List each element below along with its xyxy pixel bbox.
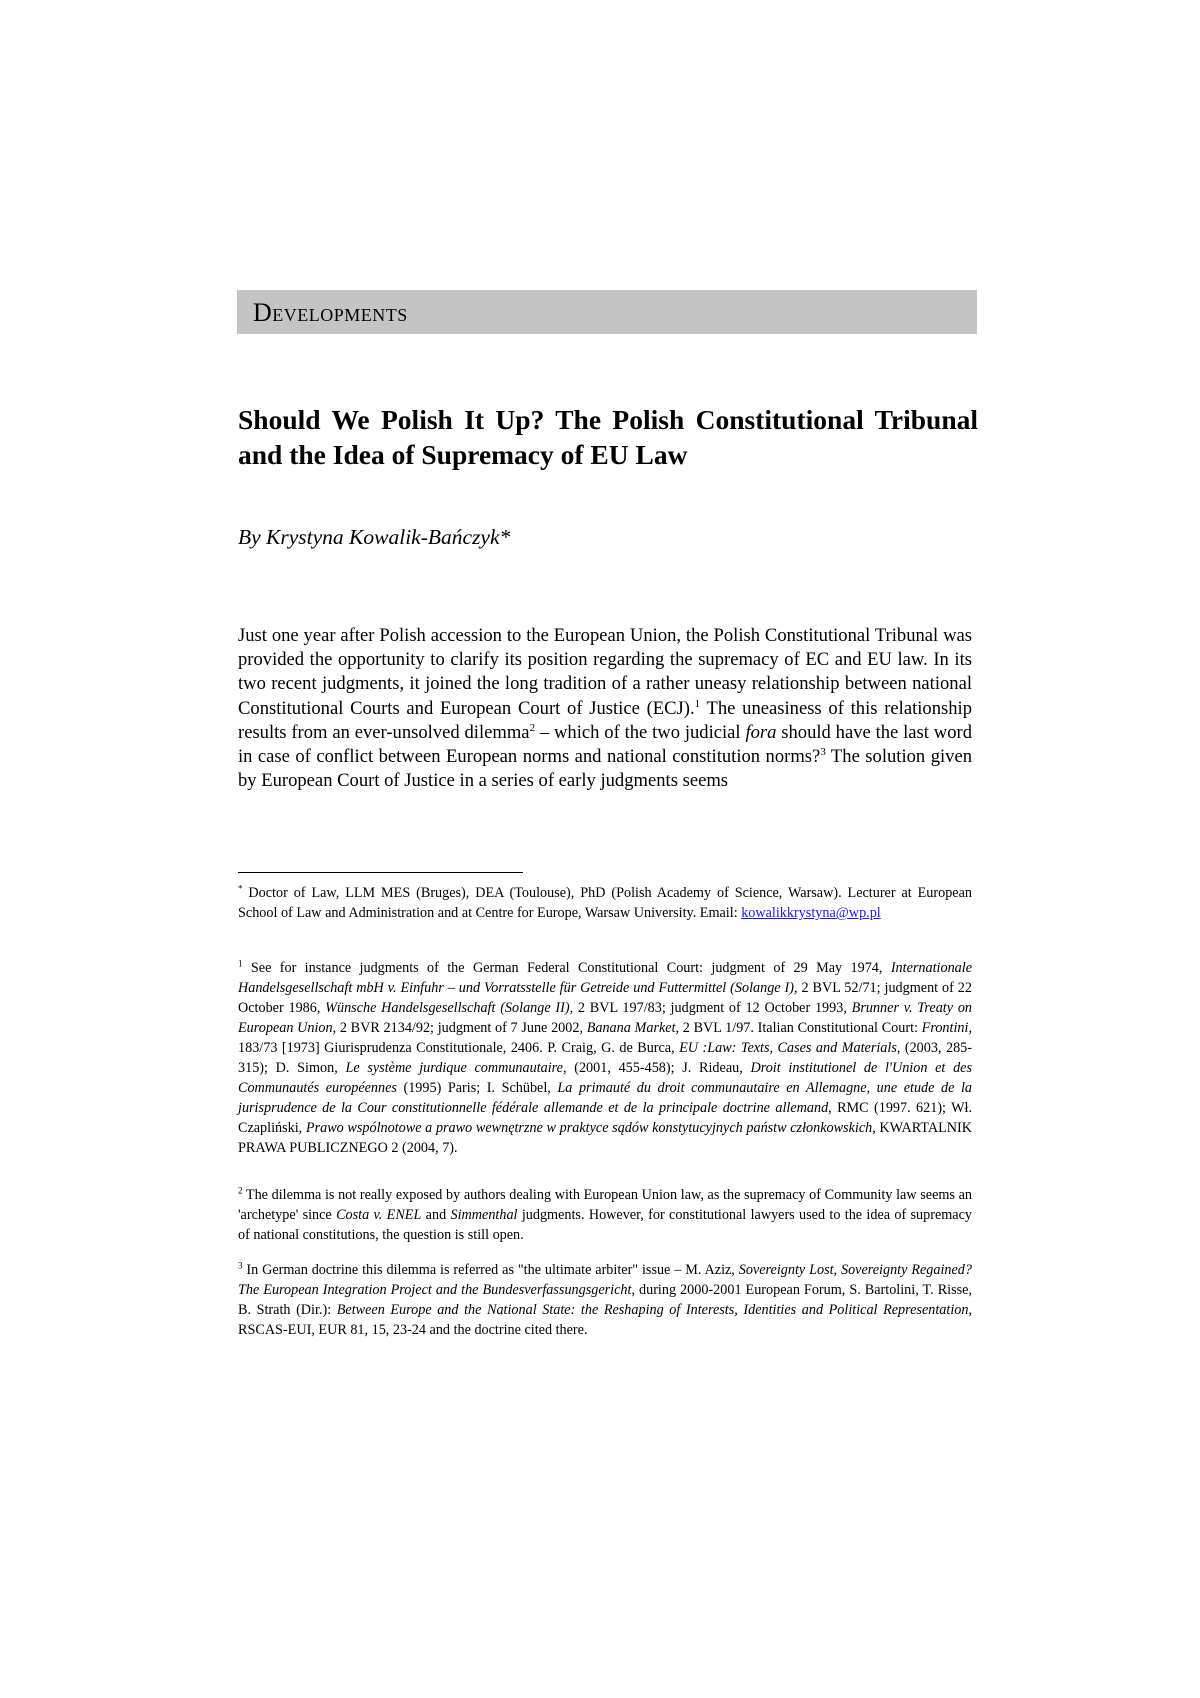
footnote-author <box>238 883 972 923</box>
footnote-1 <box>238 958 972 1158</box>
email-link[interactable]: kowalikkrystyna@wp.pl <box>741 905 881 921</box>
footnote-mark: 2 <box>238 1185 243 1196</box>
case-citation: Wünsche Handelsgesellschaft (Solange II) <box>325 1000 570 1016</box>
case-citation: Costa v. ENEL <box>336 1207 422 1223</box>
footnote-text: Doctor of Law, LLM MES (Bruges), DEA (Toulouse), PhD (Polish Academy of Science, Warsaw). Lecturer at European School of Law and Administration and at Centre for Europe, Warsaw University. Email: <box>238 885 972 921</box>
book-citation: La primauté du droit communautaire en Allemagne, une etude de la jurisprudence de la Cour constitutionnelle fédérale allemande et de la principale doctrine allemand <box>238 1080 972 1116</box>
footnote-text: The dilemma is not really exposed by authors dealing with European Union law, as the supremacy of Community law seems an 'archetype' since <box>238 1187 972 1223</box>
footnote-text: , RSCAS-EUI, EUR 81, 15, 23-24 and the doctrine cited there. <box>238 1302 972 1338</box>
footnote-ref-2[interactable]: 2 <box>529 721 536 734</box>
footnote-mark: 3 <box>238 1260 243 1271</box>
section-header-band <box>237 290 977 334</box>
footnote-text: , 2 BVL 1/97. Italian Constitutional Court: <box>675 1020 922 1036</box>
emphasis-fora: fora <box>745 721 777 743</box>
body-text-segment: should have the last word in case of conflict between European norms and national constitution norms? <box>238 721 972 768</box>
case-citation: Simmenthal <box>450 1207 518 1223</box>
body-text-segment: The solution given by European Court of Justice in a series of early judgments seems <box>238 746 972 792</box>
section-label: Developments <box>253 298 408 327</box>
footnote-text: , KWARTALNIK PRAWA PUBLICZNEGO 2 (2004, 7). <box>238 1120 973 1156</box>
case-citation: Banana Market <box>586 1020 676 1036</box>
case-citation: Frontini <box>921 1020 969 1036</box>
footnote-text: In German doctrine this dilemma is referred as "the ultimate arbiter" issue – M. Aziz, <box>242 1262 739 1278</box>
footnote-text: , (2001, 455-458); J. Rideau, <box>562 1060 751 1076</box>
footnote-2 <box>238 1185 972 1245</box>
footnote-text: judgments. However, for constitutional lawyers used to the idea of supremacy of national constitutions, the question is still open. <box>238 1207 972 1243</box>
body-text-segment: – which of the two judicial <box>535 721 746 743</box>
footnote-text: , 2 BVL 52/71; judgment of 22 October 1986, <box>238 980 972 1016</box>
author-byline: By Krystyna Kowalik-Bańczyk* <box>238 525 511 549</box>
footnote-ref-3[interactable]: 3 <box>820 745 826 758</box>
footnote-mark: * <box>238 883 243 894</box>
article-title: Should We Polish It Up? The Polish Constitutional Tribunal and the Idea of Supremacy of EU Law <box>238 404 978 470</box>
book-citation: Le système jurdique communautaire <box>345 1060 563 1076</box>
footnote-text: , RMC (1997. 621); Wł. Czapliński, <box>238 1100 972 1136</box>
book-citation: EU :Law: Texts, Cases and Materials <box>679 1040 897 1056</box>
body-text-segment: Just one year after Polish accession to the European Union, the Polish Constitutional Tribunal was provided the opportunity to clarify its position regarding the supremacy of EC and EU law. In its two recent judgments, it joined the long tradition of a rather uneasy relationship between national Constitutional Courts and European Court of Justice (ECJ). <box>238 625 972 719</box>
book-citation: Prawo wspólnotowe a prawo wewnętrzne w praktyce sądów konstytucyjnych państw członkowskich <box>305 1120 873 1136</box>
footnote-text: See for instance judgments of the German Federal Constitutional Court: judgment of 29 May 1974, <box>242 960 891 976</box>
book-citation: Between Europe and the National State: the Reshaping of Interests, Identities and Political Representation <box>336 1302 969 1318</box>
footnote-ref-1[interactable]: 1 <box>694 697 701 710</box>
body-text-segment: The uneasiness of this relationship results from an ever-unsolved dilemma <box>238 697 972 743</box>
case-citation: Internationale Handelsgesellschaft mbH v. Einfuhr – und Vorratsstelle für Getreide und Futtermittel (Solange I) <box>238 960 972 996</box>
case-citation: Brunner v. Treaty on European Union <box>238 1000 973 1036</box>
footnote-text: , 183/73 [1973] Giurisprudenza Constitutionale, 2406. P. Craig, G. de Burca, <box>238 1020 972 1056</box>
footnote-text: , 2 BVL 197/83; judgment of 12 October 1993, <box>569 1000 852 1016</box>
book-citation: Sovereignty Lost, Sovereignty Regained? The European Integration Project and the Bundesverfassungsgericht <box>238 1262 972 1298</box>
footnote-mark: 1 <box>238 958 243 969</box>
footnote-text: , (2003, 285-315); D. Simon, <box>238 1040 972 1076</box>
book-citation: Droit institutionel de l'Union et des Communautés européennes <box>238 1060 972 1096</box>
footnote-text: (1995) Paris; I. Schübel, <box>396 1080 558 1096</box>
footnote-3 <box>238 1260 972 1340</box>
footnote-text: and <box>421 1207 451 1223</box>
body-paragraph <box>238 624 972 793</box>
footnote-separator <box>238 872 523 873</box>
footnote-text: , during 2000-2001 European Forum, S. Bartolini, T. Risse, B. Strath (Dir.): <box>238 1282 972 1318</box>
footnote-text: , 2 BVR 2134/92; judgment of 7 June 2002, <box>332 1020 587 1036</box>
